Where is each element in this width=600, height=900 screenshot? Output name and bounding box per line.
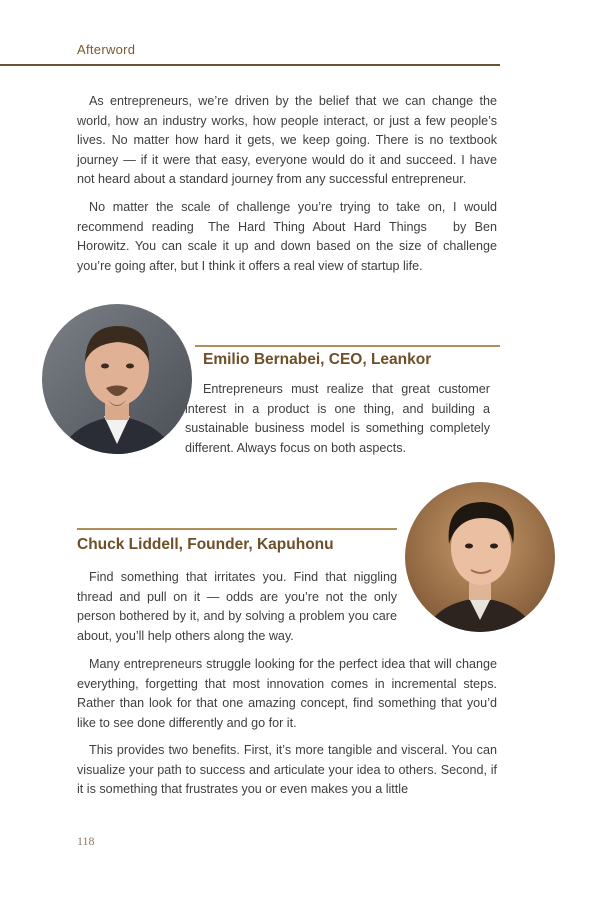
portrait-photo-2 [405, 482, 555, 632]
paragraph-benefits: This provides two benefits. First, it’s more tangible and visceral. You can visualize your path to success and articulate your idea to others. Second, if it is something that frustrates you or even makes you a little [77, 743, 497, 797]
quote-author-name: Emilio Bernabei, CEO, Leankor [203, 351, 432, 368]
paragraph-intro: As entrepreneurs, we’re driven by the belief that we can change the world, how an industry works, how people interact, or just a few people’s lives. No matter how hard it gets, we keep going. There is no textbook journey — if it were that easy, everyone would do it and succeed. I have not heard about a standard journey from any successful entrepreneur. [77, 94, 497, 187]
paragraph-recommendation-end: by Ben Horowitz. You can scale it up and down based on the size of challenge you’re going after, but I think it offers a real view of startup life. [77, 219, 498, 273]
avatar-emilio-bernabei [42, 304, 192, 454]
book-title: The Hard Thing About Hard Things [208, 219, 427, 234]
quote-rule [195, 345, 500, 347]
running-header: Afterword [77, 42, 136, 57]
page-number: 118 [77, 834, 95, 848]
header-rule [0, 64, 500, 66]
paragraph-incremental: Many entrepreneurs struggle looking for the perfect idea that will change everything, forgetting that most innovation comes in incremental steps. Rather than look for that one amazing concept, find something that you’d like to see done differently and go for it. [77, 657, 497, 730]
avatar-chuck-liddell [405, 482, 555, 632]
quote-author-name: Chuck Liddell, Founder, Kapuhonu [77, 536, 334, 553]
paragraph-recommendation [77, 198, 497, 276]
quote-rule [77, 528, 397, 530]
quote-text: Entrepreneurs must realize that great customer interest in a product is one thing, and building a sustainable business model is something completely different. Always focus on both aspects. [185, 382, 490, 455]
quote-text: Find something that irritates you. Find that niggling thread and pull on it — odds are you’re not the only person bothered by it, and by solving a problem you care about, you’ll help others along the way. [77, 570, 397, 643]
portrait-photo-1 [42, 304, 192, 454]
paragraph-recommendation-start: No matter the scale of challenge you’re trying to take on, I would recommend reading [77, 200, 497, 234]
